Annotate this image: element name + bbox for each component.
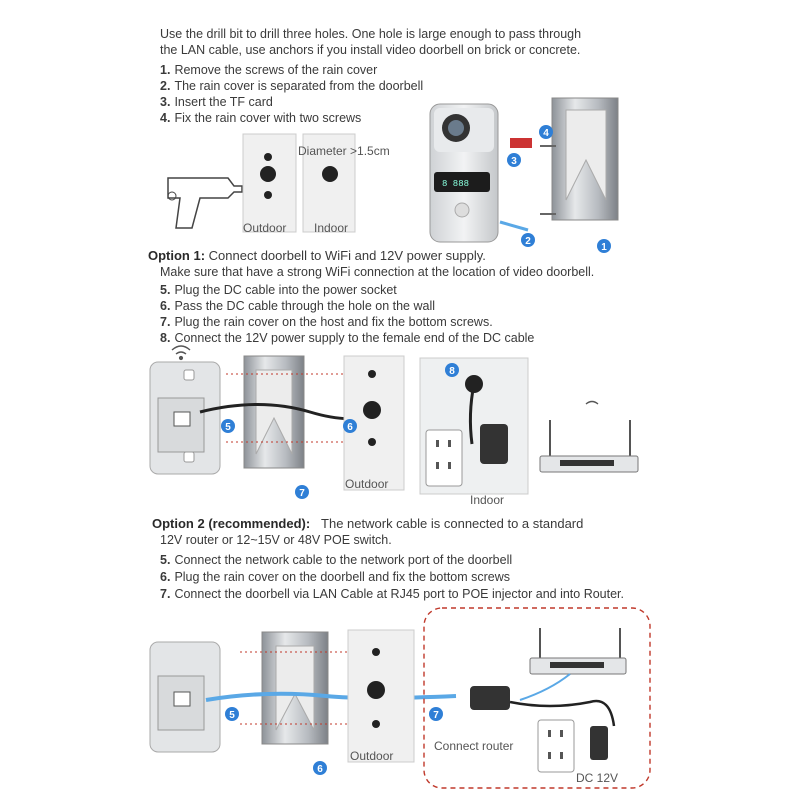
step-badge-5b <box>225 707 239 721</box>
outdoor-label-2: Outdoor <box>345 477 389 491</box>
screwdriver-icon <box>500 222 528 230</box>
step-badge-5 <box>221 419 235 433</box>
svg-text:2: 2 <box>525 236 531 247</box>
wifi-icon <box>172 346 190 359</box>
option2-step-7: 7. Connect the doorbell via LAN Cable at RJ45 port to POE injector and into Router. <box>160 587 624 601</box>
doorbell-front <box>430 104 498 242</box>
outdoor-label-1: Outdoor <box>243 221 287 235</box>
option-2-heading: Option 2 (recommended): The network cable is connected to a standard <box>152 516 584 531</box>
svg-text:8 888: 8 888 <box>442 179 470 189</box>
uplink-arrow <box>520 674 570 700</box>
option-1-note: Make sure that have a strong WiFi connection at the location of video doorbell. <box>160 265 595 279</box>
indoor-label-1: Indoor <box>314 221 349 235</box>
diameter-label: Diameter >1.5cm <box>298 144 390 158</box>
option-2-desc: 12V router or 12~15V or 48V POE switch. <box>160 533 392 547</box>
option2-step-6: 6. Plug the rain cover on the doorbell and fix the bottom screws <box>160 570 511 584</box>
outdoor-wall-panel <box>243 134 296 232</box>
lan-cable <box>206 694 456 700</box>
rain-cover-2 <box>244 356 304 468</box>
intro-line-2: the LAN cable, use anchors if you install video doorbell on brick or concrete. <box>160 43 581 57</box>
svg-text:5: 5 <box>229 710 235 721</box>
svg-text:3: 3 <box>511 156 517 167</box>
install-step-2: 2. The rain cover is separated from the doorbell <box>160 79 424 93</box>
svg-text:5: 5 <box>225 422 231 433</box>
option1-step-8: 8. Connect the 12V power supply to the female end of the DC cable <box>160 331 535 345</box>
svg-text:4: 4 <box>543 128 549 139</box>
install-step-1: 1. Remove the screws of the rain cover <box>160 63 378 77</box>
router-icon-2 <box>530 628 626 674</box>
indoor-wall-panel-2 <box>420 358 528 494</box>
option2-step-5: 5. Connect the network cable to the network port of the doorbell <box>160 553 513 567</box>
step-badge-3 <box>507 153 521 167</box>
svg-text:7: 7 <box>299 488 305 499</box>
option1-step-6: 6. Pass the DC cable through the hole on the wall <box>160 299 436 313</box>
doorbell-back-2 <box>150 642 220 752</box>
option1-step-5: 5. Plug the DC cable into the power socket <box>160 283 397 297</box>
step-badge-4 <box>539 125 553 139</box>
intro-line-1: Use the drill bit to drill three holes. One hole is large enough to pass through <box>160 27 582 41</box>
step-badge-7 <box>295 485 309 499</box>
svg-text:1: 1 <box>601 242 607 253</box>
step-badge-6b <box>313 761 327 775</box>
svg-text:7: 7 <box>433 710 439 721</box>
indoor-label-2: Indoor <box>470 493 505 507</box>
install-step-3: 3. Insert the TF card <box>160 95 273 109</box>
outdoor-label-3: Outdoor <box>350 749 394 763</box>
svg-text:8: 8 <box>449 366 455 377</box>
connect-router-label: Connect router <box>434 739 514 753</box>
rain-cover-3 <box>262 632 328 744</box>
step-badge-7b <box>429 707 443 721</box>
power-outlet-icon <box>538 720 608 772</box>
router-connection-box <box>424 608 650 788</box>
svg-text:6: 6 <box>317 764 323 775</box>
doorbell-back <box>150 362 220 474</box>
router-icon <box>540 402 638 473</box>
outdoor-wall-panel-3 <box>348 630 414 762</box>
rain-cover <box>552 98 618 220</box>
step-badge-8 <box>445 363 459 377</box>
option-1-heading: Option 1: Connect doorbell to WiFi and 12V power supply. <box>148 248 486 263</box>
step-badge-2 <box>521 233 535 247</box>
dc-12v-label: DC 12V <box>576 771 619 785</box>
option1-step-7: 7. Plug the rain cover on the host and fix the bottom screws. <box>160 315 493 329</box>
install-step-4: 4. Fix the rain cover with two screws <box>160 111 362 125</box>
step-badge-1 <box>597 239 611 253</box>
svg-text:6: 6 <box>347 422 353 433</box>
step-badge-6 <box>343 419 357 433</box>
tf-card-icon <box>510 138 532 148</box>
